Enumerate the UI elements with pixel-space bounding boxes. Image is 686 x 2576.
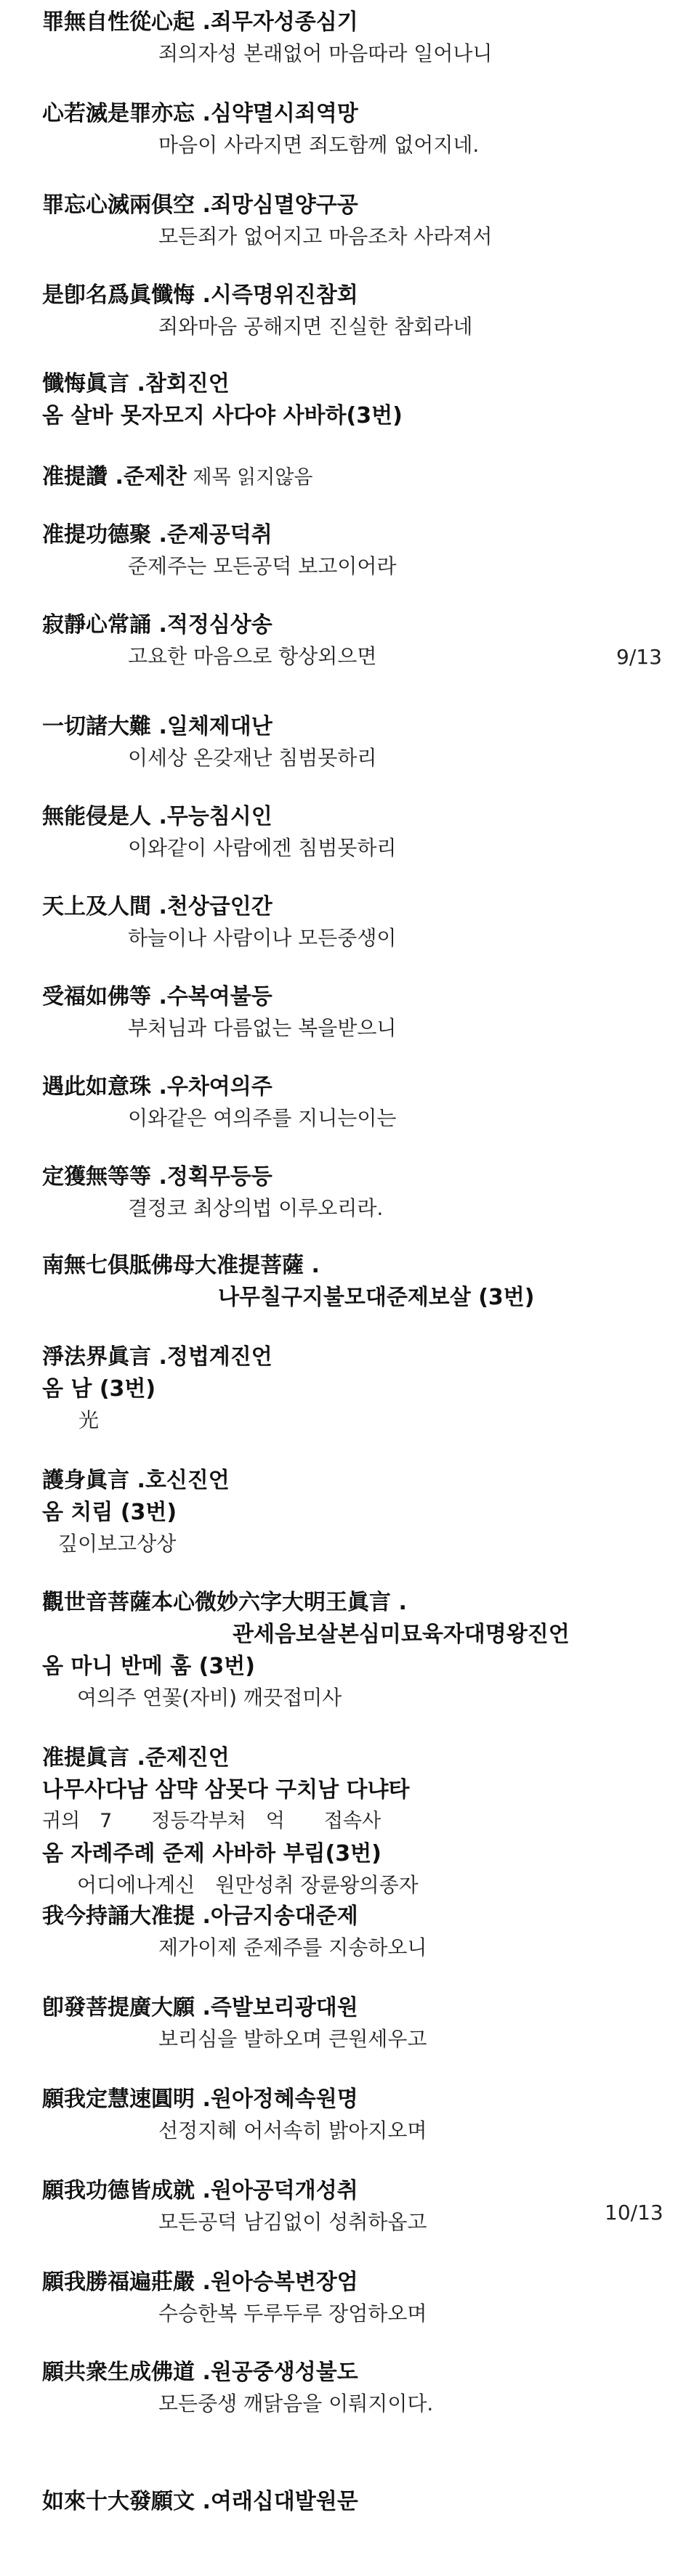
mantra-title-hangul: 관세음보살본심미묘육자대명왕진언 (233, 1622, 570, 1647)
verse-hanja-line: 罪無自性從心起 .죄무자성종심기 (42, 9, 358, 35)
page-number: 9/13 (616, 645, 662, 669)
verse-translation-line: 죄의자성 본래없어 마음따라 일어나니 (158, 41, 493, 65)
section-title-text: 准提讚 .준제찬 (42, 464, 187, 489)
verse-hanja-line: 是卽名爲眞懺悔 .시즉명위진참회 (42, 283, 358, 308)
verse-hanja-line: 心若滅是罪亦忘 .심약멸시죄역망 (42, 101, 358, 126)
mantra-gloss: 어디에나계신 원만성취 장륜왕의종자 (77, 1873, 419, 1897)
verse-translation-line: 하늘이나 사람이나 모든중생이 (128, 926, 397, 950)
mantra-title: 淨法界眞言 .정법계진언 (42, 1344, 273, 1370)
section-title (42, 465, 312, 490)
mantra-title: 准提眞言 .준제진언 (42, 1745, 230, 1771)
verse-translation-line: 이세상 온갖재난 침범못하리 (128, 746, 377, 770)
verse-translation-line: 모든공덕 남김없이 성취하옵고 (158, 2210, 427, 2234)
verse-hangul-line: 나무칠구지불모대준제보살 (3번) (218, 1285, 535, 1310)
verse-hanja-line: 南無七俱胝佛母大准提菩薩 . (42, 1253, 320, 1278)
mantra-note: 깊이보고상상 (58, 1532, 177, 1556)
verse-translation-line: 마음이 사라지면 죄도함께 없어지네. (158, 133, 480, 157)
verse-translation-line: 모든죄가 없어지고 마음조차 사라져서 (158, 224, 493, 248)
verse-hanja-line: 願我勝福遍莊嚴 .원아승복변장엄 (42, 2270, 358, 2295)
mantra-text: 옴 남 (3번) (42, 1376, 156, 1402)
verse-hanja-line: 罪忘心滅兩俱空 .죄망심멸양구공 (42, 192, 358, 218)
mantra-text: 옴 살바 못자모지 사다야 사바하(3번) (42, 403, 403, 428)
verse-translation-line: 보리심을 발하오며 큰원세우고 (158, 2027, 427, 2051)
verse-hanja-line: 寂靜心常誦 .적정심상송 (42, 612, 273, 638)
mantra-title: 懺悔眞言 .참회진언 (42, 371, 230, 397)
verse-hanja-line: 一切諸大難 .일체제대난 (42, 714, 273, 739)
mantra-text: 옴 치림 (3번) (42, 1500, 177, 1525)
verse-translation-line: 결정코 최상의법 이루오리라. (128, 1196, 384, 1220)
verse-translation-line: 선정지혜 어서속히 밝아지오며 (158, 2118, 427, 2142)
verse-hanja-line: 無能侵是人 .무능침시인 (42, 804, 273, 829)
verse-hanja-line: 准提功德聚 .준제공덕취 (42, 522, 273, 548)
mantra-note: 光 (78, 1408, 100, 1432)
verse-translation-line: 부처님과 다름없는 복을받으니 (128, 1016, 397, 1040)
mantra-title: 護身眞言 .호신진언 (42, 1468, 230, 1493)
verse-translation-line: 준제주는 모든공덕 보고이어라 (128, 554, 397, 578)
verse-hanja-line: 卽發菩提廣大願 .즉발보리광대원 (42, 1995, 358, 2020)
verse-hanja-line: 願我定慧速圓明 .원아정혜속원명 (42, 2087, 358, 2112)
verse-hanja-line: 我今持誦大准提 .아금지송대준제 (42, 1903, 358, 1929)
verse-hanja-line: 願共衆生成佛道 .원공중생성불도 (42, 2360, 358, 2385)
mantra-title: 觀世音菩薩本心微妙六字大明王眞言 . (42, 1590, 407, 1615)
verse-hanja-line: 天上及人間 .천상급인간 (42, 894, 273, 919)
verse-hanja-line: 願我功德皆成就 .원아공덕개성취 (42, 2178, 358, 2203)
mantra-gloss: 귀의 7 정등각부처 억 접속사 (42, 1810, 382, 1832)
verse-translation-line: 고요한 마음으로 항상외으면 (128, 644, 377, 668)
verse-translation-line: 모든중생 깨닭음을 이뤄지이다. (158, 2392, 434, 2415)
mantra-text: 옴 마니 반메 훔 (3번) (42, 1654, 255, 1679)
verse-translation-line: 이와같이 사람에겐 침범못하리 (128, 836, 397, 860)
verse-translation-line: 죄와마음 공해지면 진실한 참회라네 (158, 314, 473, 338)
verse-hanja-line: 定獲無等等 .정획무등등 (42, 1164, 273, 1190)
mantra-note: 여의주 연꽃(자비) 깨끗접미사 (77, 1686, 342, 1710)
mantra-text: 나무사다남 삼먁 삼못다 구치남 다냐타 (42, 1777, 410, 1803)
verse-translation-line: 제가이제 준제주를 지송하오니 (158, 1935, 427, 1959)
verse-hanja-line: 遇此如意珠 .우차여의주 (42, 1074, 273, 1100)
verse-translation-line: 수승한복 두루두루 장엄하오며 (158, 2301, 427, 2325)
mantra-text: 옴 자례주례 준제 사바하 부림(3번) (42, 1841, 382, 1866)
verse-translation-line: 이와같은 여의주를 지니는이는 (128, 1106, 397, 1130)
section-title-note: 제목 읽지않음 (186, 466, 313, 489)
page-number: 10/13 (605, 2201, 663, 2224)
verse-hanja-line: 受福如佛等 .수복여불등 (42, 984, 273, 1009)
section-title: 如來十大發願文 .여래십대발원문 (42, 2489, 358, 2514)
